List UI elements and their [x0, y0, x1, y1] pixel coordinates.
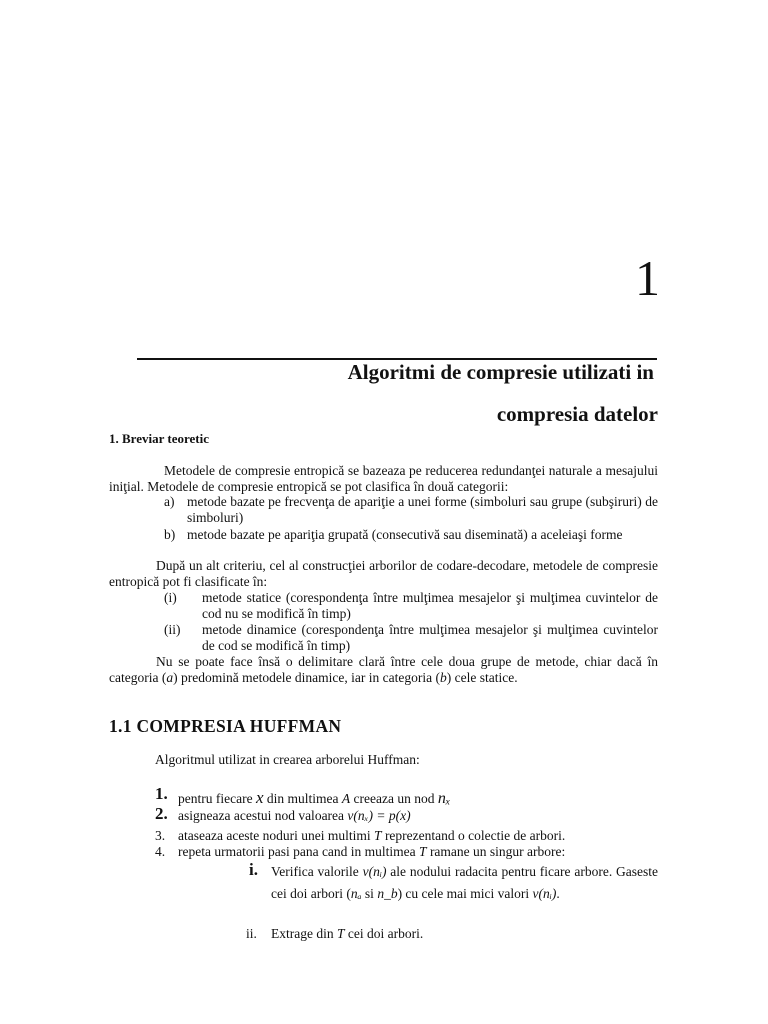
step-number: 1.	[155, 784, 168, 803]
substep-number: ii.	[246, 926, 257, 941]
substep-text: Verifica valorile v(nᵢ) ale nodului radacita pentru ficare arbore. Gaseste cei doi arbori (nₐ si n_b) cu cele mai mici valori v(nᵢ).	[271, 864, 658, 901]
step-text: pentru fiecare x din multimea A creeaza un nod nₓ	[178, 788, 451, 807]
substep-number: i.	[249, 860, 258, 879]
step-number: 4.	[155, 844, 166, 859]
algorithm-intro: Algoritmul utilizat in crearea arborelui Huffman:	[155, 752, 420, 767]
step-text: repeta urmatorii pasi pana cand in multimea T ramane un singur arbore:	[178, 844, 566, 859]
list-label: b)	[164, 527, 176, 542]
list-item: metode bazate pe frecvenţa de apariţie a unei forme (simboluri sau grupe (subşiruri) de simboluri)	[187, 494, 658, 525]
chapter-title-line1: Algoritmi de compresie utilizati in	[347, 360, 654, 384]
chapter-title-line2: compresia datelor	[496, 402, 658, 426]
breviar-paragraph-3: Nu se poate face însă o delimitare clară între cele doua grupe de metode, chiar dacă în categoria (a) predomină metodele dinamice, iar in categoria (b) cele statice.	[109, 654, 658, 685]
list-item: metode dinamice (corespondenţa între mulţimea mesajelor şi mulţimea cuvintelor de cod se modifică în timp)	[202, 622, 658, 653]
huffman-heading: 1.1 COMPRESIA HUFFMAN	[109, 716, 342, 736]
list-label: a)	[164, 494, 175, 509]
list-item: metode statice (corespondenţa între mulţimea mesajelor şi mulţimea cuvintelor de cod nu se modifică în timp)	[202, 590, 658, 621]
list-item: metode bazate pe apariţia grupată (consecutivă sau diseminată) a aceleiaşi forme	[187, 527, 623, 542]
chapter-number: 1	[635, 250, 660, 306]
list-label: (ii)	[164, 622, 181, 637]
breviar-paragraph-2: După un alt criteriu, cel al construcţiei arborilor de codare-decodare, metodele de compresie entropică pot fi clasificate în:	[109, 558, 658, 589]
substep-text: Extrage din T cei doi arbori.	[271, 926, 424, 941]
step-number: 2.	[155, 804, 168, 823]
step-text: asigneaza acestui nod valoarea v(nₓ) = p(x)	[178, 808, 411, 823]
breviar-paragraph-1: Metodele de compresie entropică se bazeaza pe reducerea redundanţei naturale a mesajului iniţial. Metodele de compresie entropică se pot clasifica în două categorii:	[109, 463, 658, 494]
step-number: 3.	[155, 828, 166, 843]
list-label: (i)	[164, 590, 177, 605]
step-text: ataseaza aceste noduri unei multimi T reprezentand o colectie de arbori.	[178, 828, 566, 843]
breviar-heading: 1. Breviar teoretic	[109, 431, 209, 446]
